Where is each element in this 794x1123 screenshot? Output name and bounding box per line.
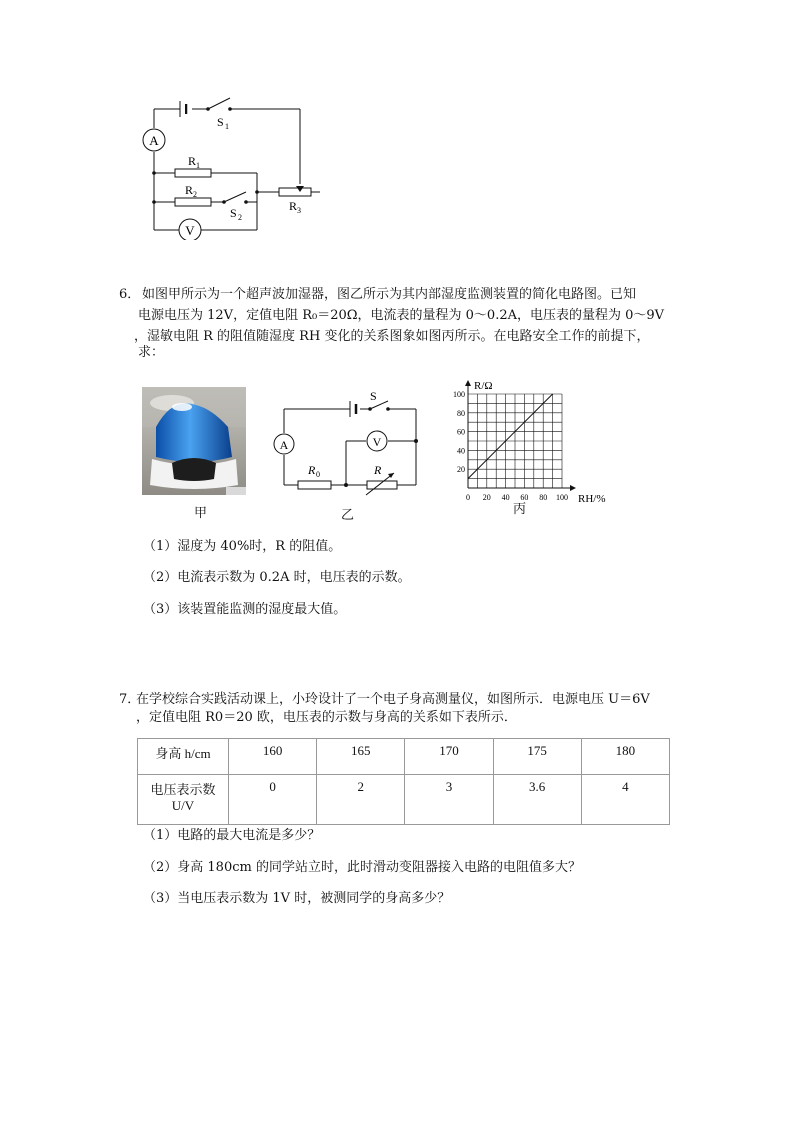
x-tick-label: 20 — [482, 493, 491, 502]
caption-bing: 丙 — [513, 502, 527, 517]
y-tick-label: 100 — [453, 390, 465, 399]
svg-text:1: 1 — [196, 161, 200, 170]
x-axis-label: RH/% — [578, 493, 606, 505]
y-tick-label: 60 — [457, 427, 465, 437]
voltmeter-icon — [179, 219, 201, 240]
q6-sub-2: （2）电流表示数为 0.2A 时，电压表的示数。 — [143, 570, 411, 585]
table-header-height: 身高 h/cm — [138, 739, 229, 775]
q7-sub-2: （2）身高 180cm 的同学站立时，此时滑动变阻器接入电路的电阻值多大？ — [143, 860, 581, 875]
ammeter-icon — [274, 434, 294, 454]
table-cell: 0 — [229, 775, 317, 825]
table-row — [138, 775, 670, 825]
svg-text:R: R — [289, 199, 298, 213]
q6-number: 6． — [119, 287, 141, 302]
x-axis-arrow — [570, 485, 576, 491]
q6-line-4: 求： — [138, 345, 165, 360]
svg-text:3: 3 — [297, 206, 301, 215]
q7-line-2: ，定值电阻 R0＝20 欧，电压表的示数与身高的关系如下表所示． — [136, 710, 517, 725]
battery-icon — [350, 401, 356, 417]
y-tick-label: 80 — [457, 408, 465, 418]
y-axis-arrow — [465, 380, 471, 386]
table-cell: 175 — [493, 739, 581, 775]
y-axis-label: R/Ω — [474, 380, 493, 392]
svg-text:A: A — [279, 438, 289, 452]
table-cell: 3 — [405, 775, 493, 825]
resistor-r2 — [175, 198, 211, 206]
table-cell: 4 — [581, 775, 669, 825]
battery-icon — [180, 101, 186, 117]
humidifier-photo — [142, 387, 246, 495]
height-voltage-table — [137, 738, 670, 825]
x-tick-label: 80 — [539, 493, 548, 502]
table-cell: 2 — [317, 775, 405, 825]
table-cell: 170 — [405, 739, 493, 775]
svg-text:V: V — [185, 223, 195, 238]
resistance-humidity-chart — [448, 372, 618, 520]
resistor-r0 — [298, 481, 331, 489]
q7-line-1: 在学校综合实践活动课上，小玲设计了一个电子身高测量仪，如图所示．电源电压 U＝6V — [136, 692, 650, 707]
q7-sub-1: （1）电路的最大电流是多少？ — [143, 828, 321, 843]
x-tick-label: 100 — [556, 493, 568, 502]
table-row — [138, 739, 670, 775]
svg-text:1: 1 — [225, 122, 229, 131]
q7-number: 7． — [119, 692, 141, 707]
svg-text:R: R — [188, 154, 197, 168]
table-header-voltage — [138, 775, 229, 825]
rheostat-r3 — [279, 188, 311, 196]
svg-text:S: S — [370, 389, 377, 403]
circuit-diagram-yi — [270, 385, 430, 500]
table-cell: 160 — [229, 739, 317, 775]
x-tick-label: 40 — [501, 493, 510, 502]
x-tick-label: 60 — [520, 493, 529, 502]
q7-sub-3: （3）当电压表示数为 1V 时，被测同学的身高多少？ — [143, 891, 451, 906]
y-tick-label: 40 — [457, 446, 465, 456]
svg-text:R: R — [185, 183, 194, 197]
circuit-diagram-top — [130, 90, 330, 240]
svg-text:A: A — [149, 133, 159, 148]
table-cell: 165 — [317, 739, 405, 775]
svg-text:0: 0 — [316, 470, 320, 479]
caption-jia: 甲 — [194, 506, 208, 521]
table-header-voltage-b: U/V — [171, 798, 195, 813]
y-tick-label: 20 — [457, 465, 465, 475]
voltmeter-icon — [367, 431, 387, 451]
q6-sub-1: （1）湿度为 40%时，R 的阻值。 — [143, 539, 342, 554]
svg-text:S: S — [217, 115, 224, 129]
q6-line-1: 如图甲所示为一个超声波加湿器，图乙所示为其内部湿度监测装置的简化电路图。已知 — [142, 287, 637, 302]
q6-line-2: 电源电压为 12V，定值电阻 R₀＝20Ω，电流表的量程为 0～0.2A，电压表的量程为 0～9V — [138, 308, 665, 323]
svg-text:R: R — [374, 463, 382, 477]
svg-text:R: R — [308, 463, 316, 477]
q6-line-3: ，湿敏电阻 R 的阻值随湿度 RH 变化的关系图象如图丙所示。在电路安全工作的前提下， — [134, 329, 650, 344]
q6-sub-3: （3）该装置能监测的湿度最大值。 — [143, 602, 347, 617]
table-header-voltage-a: 电压表示数 — [150, 782, 216, 797]
x-tick-label: 0 — [466, 493, 470, 502]
caption-yi: 乙 — [341, 508, 355, 523]
table-cell: 180 — [581, 739, 669, 775]
svg-text:2: 2 — [238, 213, 242, 222]
table-cell: 3.6 — [493, 775, 581, 825]
resistor-r1 — [175, 169, 211, 177]
svg-text:2: 2 — [193, 190, 197, 199]
svg-text:S: S — [230, 206, 237, 220]
ammeter-icon — [143, 129, 165, 151]
svg-text:V: V — [372, 435, 382, 449]
series-line — [468, 394, 553, 479]
